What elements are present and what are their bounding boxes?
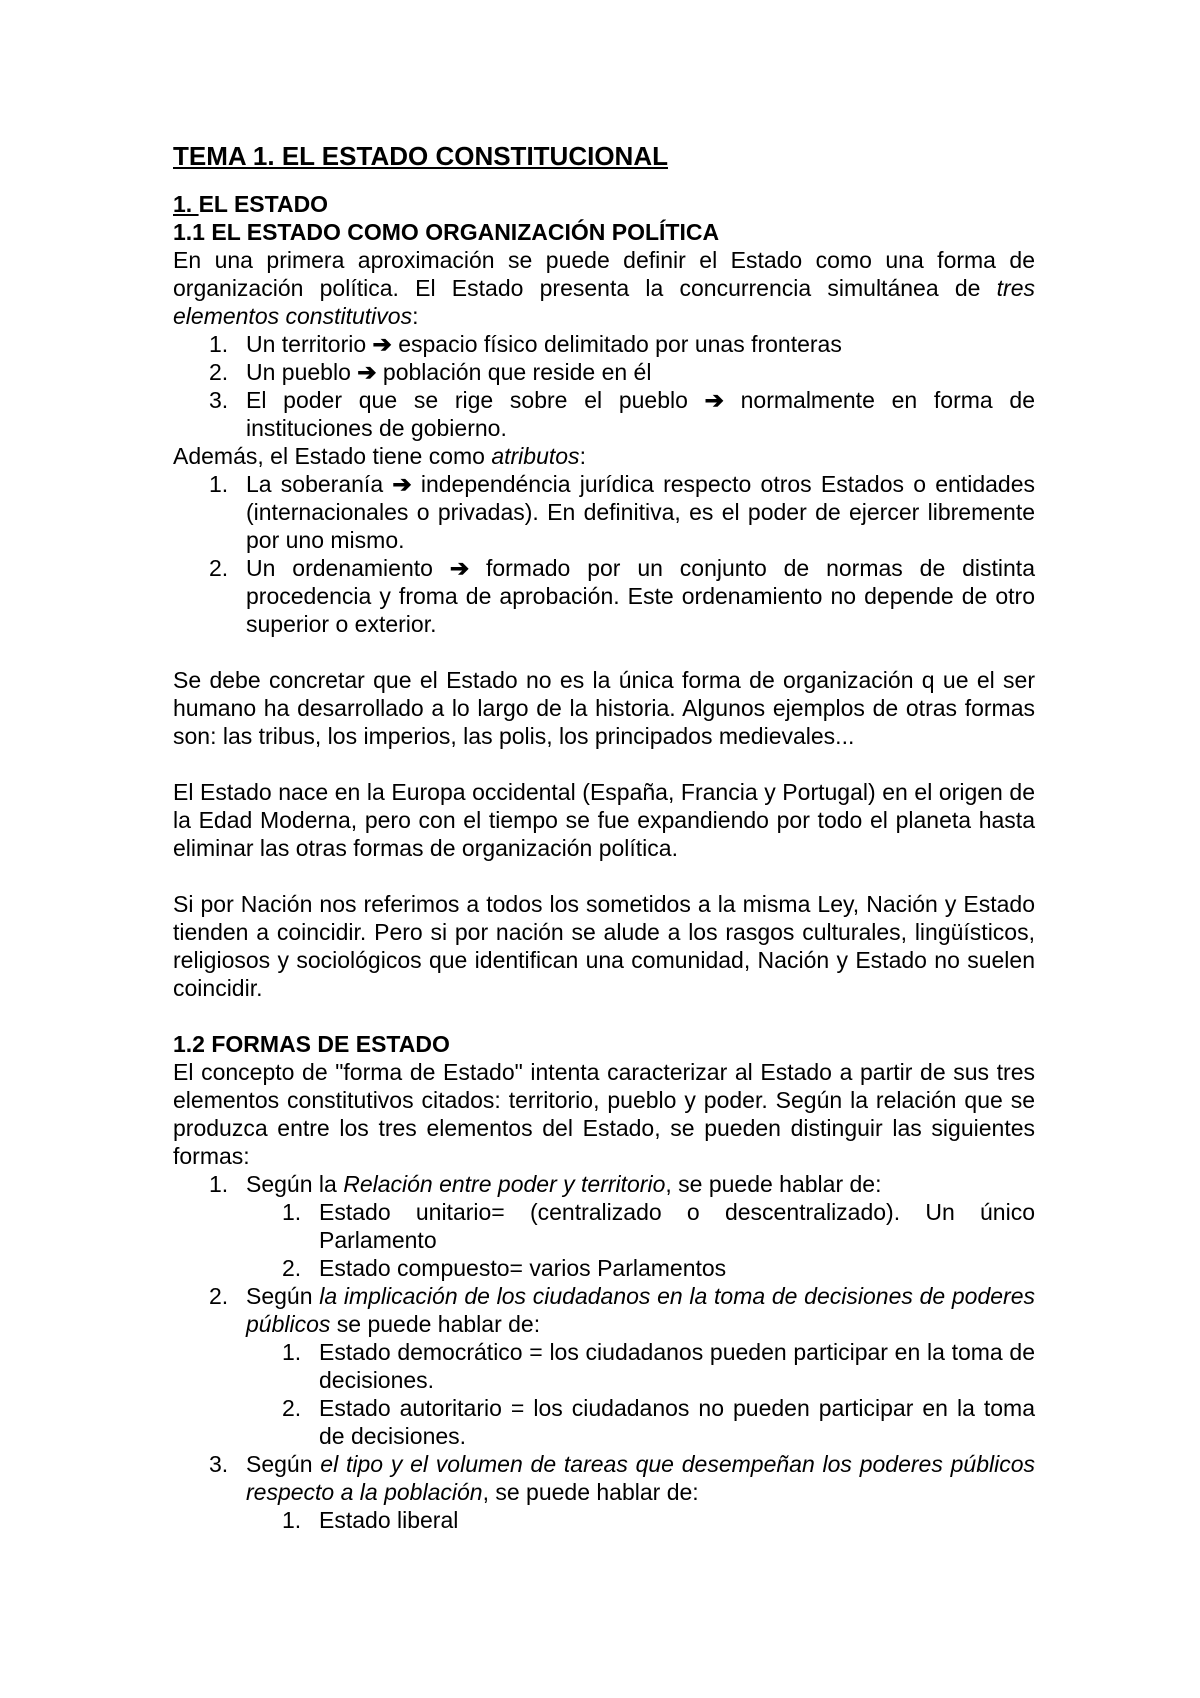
paragraph-origin: El Estado nace en la Europa occidental (España, Francia y Portugal) en el origen de la Edad Moderna, pero con el tiempo se fue expandiendo por todo el planeta hasta eliminar las otras formas de organización política. [173,779,1035,861]
list-item: 3. El poder que se rige sobre el pueblo ➔ normalmente en forma de instituciones de gobierno. [209,387,1035,441]
sub-list-item: 2. Estado autoritario = los ciudadanos no pueden participar en la toma de decisiones. [282,1395,1035,1449]
elements-list [173,330,1035,442]
list-item: 1. Un territorio ➔ espacio físico delimitado por unas fronteras [209,331,842,357]
document-page [173,140,1035,1534]
sub-list-item: 1. Estado liberal [282,1507,459,1533]
document-title: TEMA 1. EL ESTADO CONSTITUCIONAL [173,141,668,171]
arrow-icon: ➔ [392,471,412,497]
list-item: 2. Según la implicación de los ciudadanos en la toma de decisiones de poderes públicos se puede hablar de: [209,1283,1035,1337]
sub-list-item: 2. Estado compuesto= varios Parlamentos [282,1255,727,1281]
paragraph-attributes: Además, el Estado tiene como atributos: [173,443,586,469]
list-item: 1. Según la Relación entre poder y territorio, se puede hablar de: [209,1171,882,1197]
paragraph-intro: En una primera aproximación se puede definir el Estado como una forma de organización política. El Estado presenta la concurrencia simultánea de tres elementos constitutivos: [173,247,1035,329]
forms-list [173,1170,1035,1534]
subsection-heading-1-1: 1.1 EL ESTADO COMO ORGANIZACIÓN POLÍTICA [173,219,720,245]
sub-list-item: 1. Estado unitario= (centralizado o descentralizado). Un único Parlamento [282,1199,1035,1253]
arrow-icon: ➔ [372,331,392,357]
attributes-list [173,470,1035,638]
list-item: 2. Un pueblo ➔ población que reside en él [209,359,652,385]
list-item: 1. La soberanía ➔ independéncia jurídica respecto otros Estados o entidades (internacionales o privadas). En definitiva, es el poder de ejercer libremente por uno mismo. [209,471,1035,553]
paragraph-forms-intro: El concepto de "forma de Estado" intenta caracterizar al Estado a partir de sus tres elementos constitutivos citados: territorio, pueblo y poder. Según la relación que se produzca entre los tres elementos del Estado, se pueden distinguir las siguientes formas: [173,1059,1035,1169]
arrow-icon: ➔ [357,359,377,385]
arrow-icon: ➔ [449,555,470,581]
paragraph-other-forms: Se debe concretar que el Estado no es la única forma de organización q ue el ser humano ha desarrollado a lo largo de la historia. Algunos ejemplos de otras formas son: las tribus, los imperios, las polis, los principados medievales... [173,667,1035,749]
arrow-icon: ➔ [704,387,724,413]
list-item: 2. Un ordenamiento ➔ formado por un conjunto de normas de distinta procedencia y froma de aprobación. Este ordenamiento no depende de otro superior o exterior. [209,555,1035,637]
section-title: EL ESTADO [198,191,329,217]
sub-list-item: 1. Estado democrático = los ciudadanos pueden participar en la toma de decisiones. [282,1339,1035,1393]
list-item: 3. Según el tipo y el volumen de tareas que desempeñan los poderes públicos respecto a la población, se puede hablar de: [209,1451,1035,1505]
section-heading-1 [173,190,1035,218]
paragraph-nation: Si por Nación nos referimos a todos los sometidos a la misma Ley, Nación y Estado tienden a coincidir. Pero si por nación se alude a los rasgos culturales, lingüísticos, religiosos y sociológicos que identifican una comunidad, Nación y Estado no suelen coincidir. [173,891,1035,1001]
subsection-heading-1-2: 1.2 FORMAS DE ESTADO [173,1031,450,1057]
section-number: 1. [173,191,199,217]
